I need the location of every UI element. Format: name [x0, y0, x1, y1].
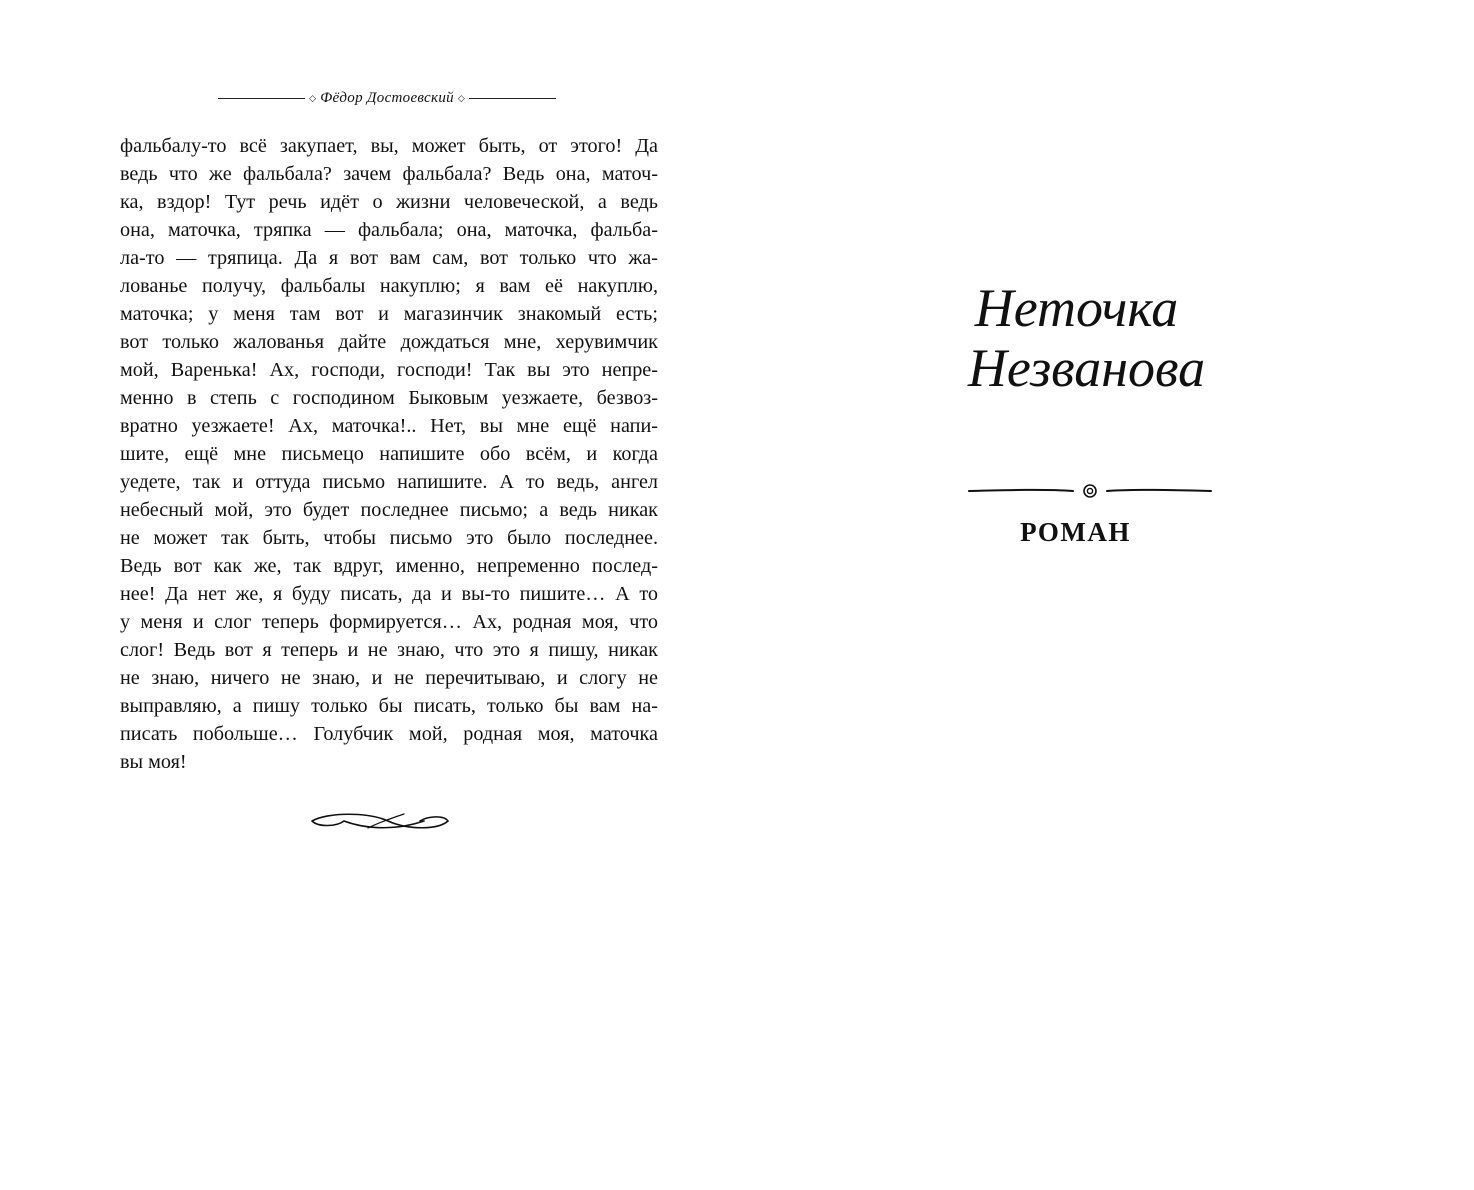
body-text-line: вот только жалованья дайте дождаться мне, херувимчик — [120, 331, 658, 353]
body-text-line: небесный мой, это будет последнее письмо; а ведь никак — [120, 499, 658, 521]
body-text-line: писать побольше… Голубчик мой, родная моя, маточка — [120, 723, 658, 745]
body-text-line: вы моя! — [120, 751, 187, 773]
running-head-author: Фёдор Достоевский — [320, 89, 454, 106]
genre-label: РОМАН — [1020, 517, 1131, 547]
body-text-line: менно в степь с господином Быковым уезжаете, безвоз- — [120, 387, 658, 409]
diamond-ornament-icon: ◇ — [309, 92, 317, 103]
body-text-line: фальбалу-то всё закупает, вы, может быть, от этого! Да — [120, 135, 658, 157]
book-title — [737, 278, 1474, 398]
swirl-divider-icon — [967, 480, 1213, 502]
body-text-line: ка, вздор! Тут речь идёт о жизни человеческой, а ведь — [120, 191, 658, 213]
book-title-line-1: Неточка — [974, 278, 1179, 338]
body-text-line: мой, Варенька! Ах, господи, господи! Так вы это непре- — [120, 359, 658, 381]
body-text-line: маточка; у меня там вот и магазинчик знакомый есть; — [120, 303, 658, 325]
body-text-line: вратно уезжаете! Ах, маточка!.. Нет, вы мне ещё напи- — [120, 415, 658, 437]
body-text-line: ведь что же фальбала? зачем фальбала? Ведь она, маточ- — [120, 163, 658, 185]
body-text-line: Ведь вот как же, так вдруг, именно, непременно послед- — [120, 555, 658, 577]
book-title-line-2: Незванова — [967, 338, 1206, 398]
running-head — [218, 84, 556, 112]
running-head-rule-right — [469, 98, 556, 99]
body-text — [120, 132, 658, 776]
body-text-line: лованье получу, фальбалы накуплю; я вам её накуплю, — [120, 275, 658, 297]
body-text-line: у меня и слог теперь формируется… Ах, родная моя, что — [120, 611, 658, 633]
diamond-ornament-icon: ◇ — [457, 92, 465, 103]
body-text-line: ла-то — тряпица. Да я вот вам сам, вот только что жа- — [120, 247, 658, 269]
body-text-line: она, маточка, тряпка — фальбала; она, маточка, фальба- — [120, 219, 658, 241]
running-head-rule-left — [218, 98, 305, 99]
body-text-line: нее! Да нет же, я буду писать, да и вы-то пишите… А то — [120, 583, 658, 605]
body-text-line: выправляю, а пишу только бы писать, только бы вам на- — [120, 695, 658, 717]
end-flourish-icon — [308, 808, 452, 834]
right-page — [737, 0, 1474, 1190]
body-text-line: не может так быть, чтобы письмо это было последнее. — [120, 527, 658, 549]
body-text-line: слог! Ведь вот я теперь и не знаю, что это я пишу, никак — [120, 639, 658, 661]
body-text-line: не знаю, ничего не знаю, и не перечитываю, и слогу не — [120, 667, 658, 689]
body-text-line: уедете, так и оттуда письмо напишите. А то ведь, ангел — [120, 471, 658, 493]
body-text-line: шите, ещё мне письмецо напишите обо всём, и когда — [120, 443, 658, 465]
